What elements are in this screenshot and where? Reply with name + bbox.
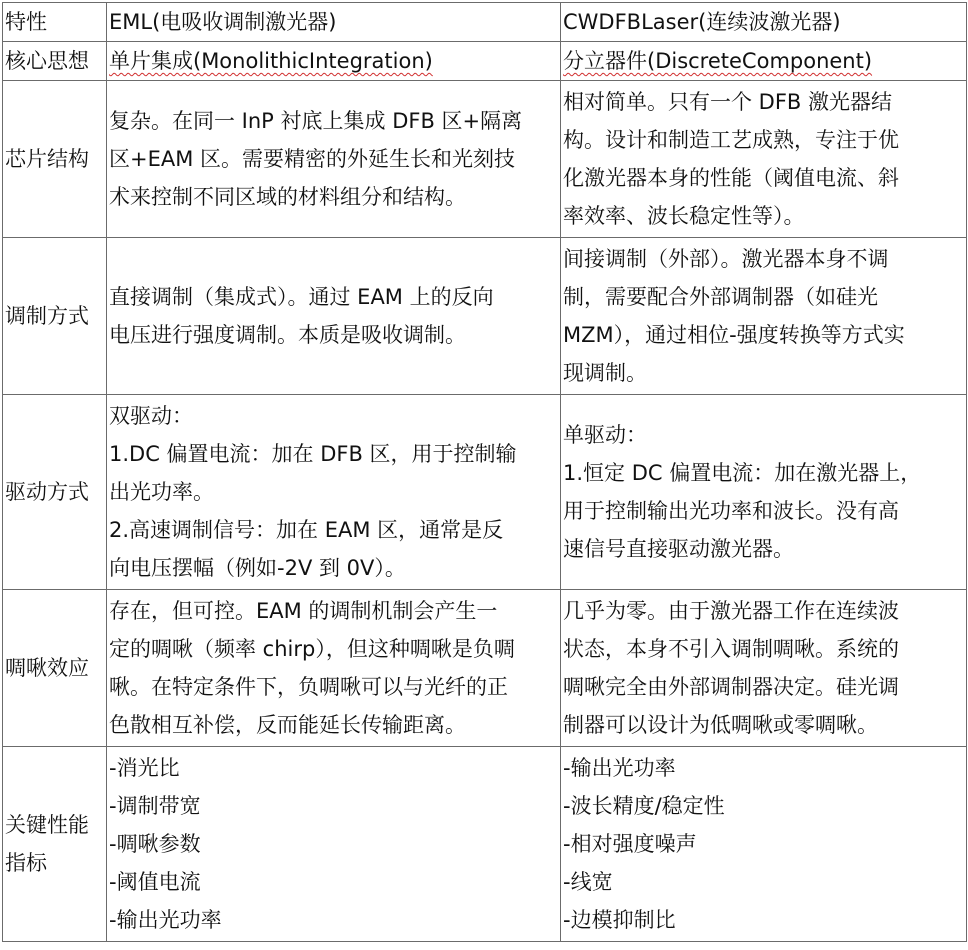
chip-cw-line: 率效率、波长稳定性等）。 [563,204,805,228]
chip-structure-row [3,81,967,238]
drive-cw-line: 速信号直接驱动激光器。 [563,537,794,561]
core-idea-eml-text: 单片集成(MonolithicIntegration) [109,49,433,73]
kpi-cw-item: -边模抑制比 [563,908,676,932]
header-feature-cell: 特性 [3,3,107,42]
drive-eml-line: 1.DC 偏置电流：加在 DFB 区，用于控制输 [109,442,517,466]
chip-structure-eml [107,81,561,238]
comparison-table [2,2,967,942]
chip-cw-line: 化激光器本身的性能（阈值电流、斜 [563,166,899,190]
modulation-row [3,238,967,395]
kpi-eml-item: -输出光功率 [109,908,222,932]
drive-row [3,395,967,590]
kpi-eml-item: -啁啾参数 [109,832,201,856]
chirp-eml-line: 存在，但可控。EAM 的调制机制会产生一 [109,599,498,623]
kpi-cw-item: -线宽 [563,870,613,894]
drive-label: 驱动方式 [3,395,107,590]
mod-cw-line: MZM），通过相位-强度转换等方式实 [563,323,905,347]
core-idea-label: 核心思想 [3,42,107,81]
core-idea-row [3,42,967,81]
kpi-eml-item: -调制带宽 [109,794,201,818]
kpi-label [3,747,107,942]
drive-cw-line: 用于控制输出光功率和波长。没有高 [563,499,899,523]
chirp-cw-line: 状态，本身不引入调制啁啾。系统的 [563,637,899,661]
kpi-label-line: 关键性能 [5,813,89,837]
chip-eml-line: 术来控制不同区域的材料组分和结构。 [109,185,466,209]
chip-eml-line: 复杂。在同一 InP 衬底上集成 DFB 区+隔离 [109,109,523,133]
drive-cw [561,395,967,590]
header-eml-cell: EML(电吸收调制激光器) [107,3,561,42]
core-idea-cw [561,42,967,81]
chip-eml-line: 区+EAM 区。需要精密的外延生长和光刻技 [109,147,516,171]
mod-cw-line: 制，需要配合外部调制器（如硅光 [563,285,878,309]
modulation-cw [561,238,967,395]
kpi-label-line: 指标 [5,851,47,875]
chirp-cw-line: 制器可以设计为低啁啾或零啁啾。 [563,713,878,737]
drive-eml-line: 双驱动： [109,404,193,428]
modulation-label: 调制方式 [3,238,107,395]
drive-eml-line: 出光功率。 [109,480,214,504]
chip-structure-label: 芯片结构 [3,81,107,238]
kpi-eml-item: -消光比 [109,756,180,780]
kpi-cw [561,747,967,942]
drive-eml-line: 向电压摆幅（例如-2V 到 0V）。 [109,556,406,580]
chirp-eml-line: 啾。在特定条件下，负啁啾可以与光纤的正 [109,675,508,699]
chirp-cw-line: 啁啾完全由外部调制器决定。硅光调 [563,675,899,699]
header-cw-cell: CWDFBLaser(连续波激光器) [561,3,967,42]
drive-cw-line: 单驱动： [563,423,647,447]
mod-eml-line: 直接调制（集成式）。通过 EAM 上的反向 [109,285,494,309]
chirp-eml-line: 定的啁啾（频率 chirp），但这种啁啾是负啁 [109,637,515,661]
chirp-cw-line: 几乎为零。由于激光器工作在连续波 [563,599,899,623]
chirp-cw [561,590,967,747]
chip-structure-cw [561,81,967,238]
mod-eml-line: 电压进行强度调制。本质是吸收调制。 [109,323,466,347]
chirp-label: 啁啾效应 [3,590,107,747]
chirp-eml [107,590,561,747]
mod-cw-line: 现调制。 [563,361,647,385]
kpi-cw-item: -输出光功率 [563,756,676,780]
kpi-cw-item: -波长精度/稳定性 [563,794,725,818]
drive-eml-line: 2.高速调制信号：加在 EAM 区，通常是反 [109,518,504,542]
drive-eml [107,395,561,590]
kpi-row [3,747,967,942]
chirp-eml-line: 色散相互补偿，反而能延长传输距离。 [109,713,466,737]
kpi-eml-item: -阈值电流 [109,870,201,894]
modulation-eml [107,238,561,395]
chip-cw-line: 相对简单。只有一个 DFB 激光器结 [563,90,893,114]
comparison-document [2,2,967,942]
kpi-eml [107,747,561,942]
kpi-cw-item: -相对强度噪声 [563,832,697,856]
header-row [3,3,967,42]
core-idea-cw-text: 分立器件(DiscreteComponent) [563,49,873,73]
chip-cw-line: 构。设计和制造工艺成熟，专注于优 [563,128,899,152]
drive-cw-line: 1.恒定 DC 偏置电流：加在激光器上， [563,461,922,485]
mod-cw-line: 间接调制（外部）。激光器本身不调 [563,247,889,271]
chirp-row [3,590,967,747]
core-idea-eml [107,42,561,81]
